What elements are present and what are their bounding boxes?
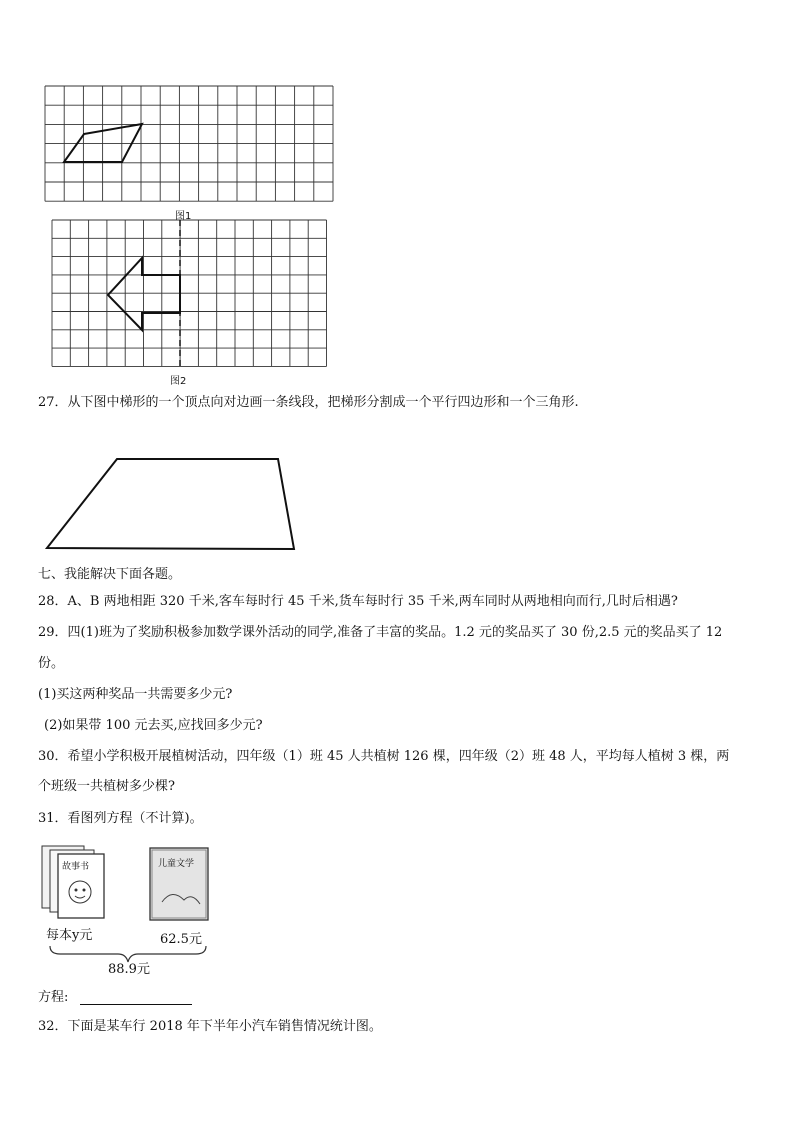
question-29-sub-2: (2)如果带 100 元去买,应找回多少元? [44, 718, 263, 733]
eye-icon [75, 889, 78, 892]
trapezoid-shape [47, 459, 294, 549]
question-30-line-1: 30．希望小学积极开展植树活动，四年级（1）班 45 人共植树 126 棵，四年级（2）班 48 人，平均每人植树 3 棵，两 [38, 749, 730, 764]
section-7-heading: 七、我能解决下面各题。 [38, 567, 182, 582]
question-32: 32．下面是某车行 2018 年下半年小汽车销售情况统计图。 [38, 1019, 382, 1034]
story-book-price: 每本y元 [46, 928, 93, 943]
figure-1-caption: 图1 [175, 211, 192, 222]
literature-book-title: 儿童文学 [158, 859, 195, 869]
question-27: 27．从下图中梯形的一个顶点向对边画一条线段，把梯形分割成一个平行四边形和一个三角形. [38, 395, 579, 410]
grid-1 [45, 86, 333, 201]
question-29-sub-1: (1)买这两种奖品一共需要多少元? [38, 687, 233, 702]
question-29-line-1: 29．四(1)班为了奖励积极参加数学课外活动的同学,准备了丰富的奖品。1.2 元的奖品买了 30 份,2.5 元的奖品买了 12 [38, 625, 723, 640]
eye-icon [83, 889, 86, 892]
figure-2-caption: 图2 [170, 376, 187, 387]
grid-2 [52, 220, 327, 366]
question-29-line-2: 份。 [38, 656, 65, 671]
question-31: 31．看图列方程（不计算)。 [38, 811, 203, 826]
story-book-title: 故事书 [62, 862, 90, 872]
books-total: 88.9元 [108, 962, 150, 977]
arrow-shape [108, 258, 180, 330]
equation-answer-line[interactable] [80, 1004, 192, 1005]
literature-book-price: 62.5元 [160, 932, 202, 947]
equation-label: 方程: [38, 990, 69, 1005]
question-28: 28．A、B 两地相距 320 千米,客车每时行 45 千米,货车每时行 35 千米,两车同时从两地相向而行,几时后相遇? [38, 594, 678, 609]
question-30-line-2: 个班级一共植树多少棵? [38, 779, 175, 794]
